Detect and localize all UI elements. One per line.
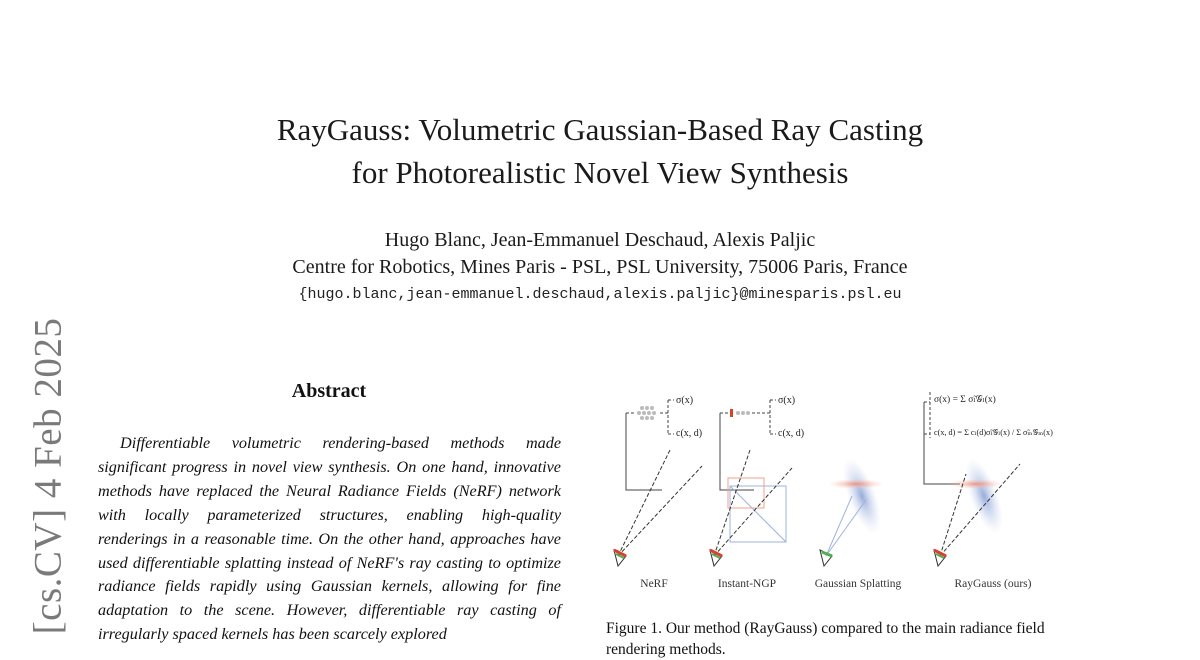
raygauss-camera-icon (934, 550, 946, 566)
raygauss-eq-c: c(x, d) = Σ cₗ(d)σ̃ₗ𝒢ₗ(x) / Σ σ̃ₘ𝒢ₘ(x) (934, 428, 1053, 437)
abstract-text: Differentiable volumetric rendering-based methods made significant progress in novel view synthesis. On one hand, innovative methods have replaced the Neural Radiance Fields (NeRF) network with locally parameterized structures, enabling high-quality renderings in a reasonable time. On the other hand, approaches have used differentiable splatting instead of NeRF's ray casting to optimize radiance fields rapidly using Gaussian kernels, allowing for fine adaptation to the scene. However, differentiable ray casting of irregularly spaced kernels has been scarcely explored (98, 434, 561, 644)
nerf-network-icon (637, 406, 656, 420)
arxiv-stamp: [cs.CV] 4 Feb 2025 (26, 317, 70, 635)
figure-illustration (604, 378, 1094, 578)
ngp-eq-sigma: σ(x) (778, 395, 796, 406)
title-line-1: RayGauss: Volumetric Gaussian-Based Ray Casting (276, 112, 924, 147)
ngp-panel (710, 395, 804, 566)
figure-1 (604, 378, 1094, 598)
ngp-hash-icon (730, 409, 750, 417)
label-instant-ngp: Instant-NGP (717, 578, 777, 590)
abstract-heading: Abstract (291, 380, 367, 402)
ngp-camera-icon (710, 550, 722, 566)
raygauss-gaussian-red (948, 479, 1004, 489)
nerf-eq-sigma: σ(x) (676, 395, 694, 406)
ngp-eq-c: c(x, d) (778, 428, 805, 439)
author-emails[interactable]: {hugo.blanc,jean-emmanuel.deschaud,alexis.paljic}@minesparis.psl.eu (298, 286, 902, 303)
ngp-grid (728, 478, 786, 542)
title-line-2: for Photorealistic Novel View Synthesis (351, 155, 849, 190)
raygauss-panel (924, 392, 1053, 566)
nerf-panel (614, 395, 702, 566)
nerf-camera-icon (614, 550, 626, 566)
nerf-eq-c: c(x, d) (676, 428, 703, 439)
gs-gaussian-blue (835, 454, 889, 539)
raygauss-eq-sigma: σ(x) = Σ σ̃ₗ𝒢ₗ(x) (934, 395, 996, 405)
gs-gaussian-red (828, 479, 884, 489)
gs-panel (820, 454, 889, 566)
author-block (150, 227, 1050, 281)
gs-camera-icon (820, 550, 832, 566)
paper-title (150, 108, 1050, 194)
affiliation: Centre for Robotics, Mines Paris - PSL, PSL University, 75006 Paris, France (292, 256, 908, 278)
raygauss-gaussian-blue (957, 454, 1011, 539)
author-names: Hugo Blanc, Jean-Emmanuel Deschaud, Alexis Paljic (384, 229, 816, 251)
label-nerf: NeRF (640, 578, 668, 590)
label-gaussian-splatting: Gaussian Splatting (814, 578, 902, 590)
figure-caption: Figure 1. Our method (RayGauss) compared to the main radiance field rendering methods. (606, 620, 1045, 658)
label-raygauss: RayGauss (ours) (954, 578, 1032, 590)
